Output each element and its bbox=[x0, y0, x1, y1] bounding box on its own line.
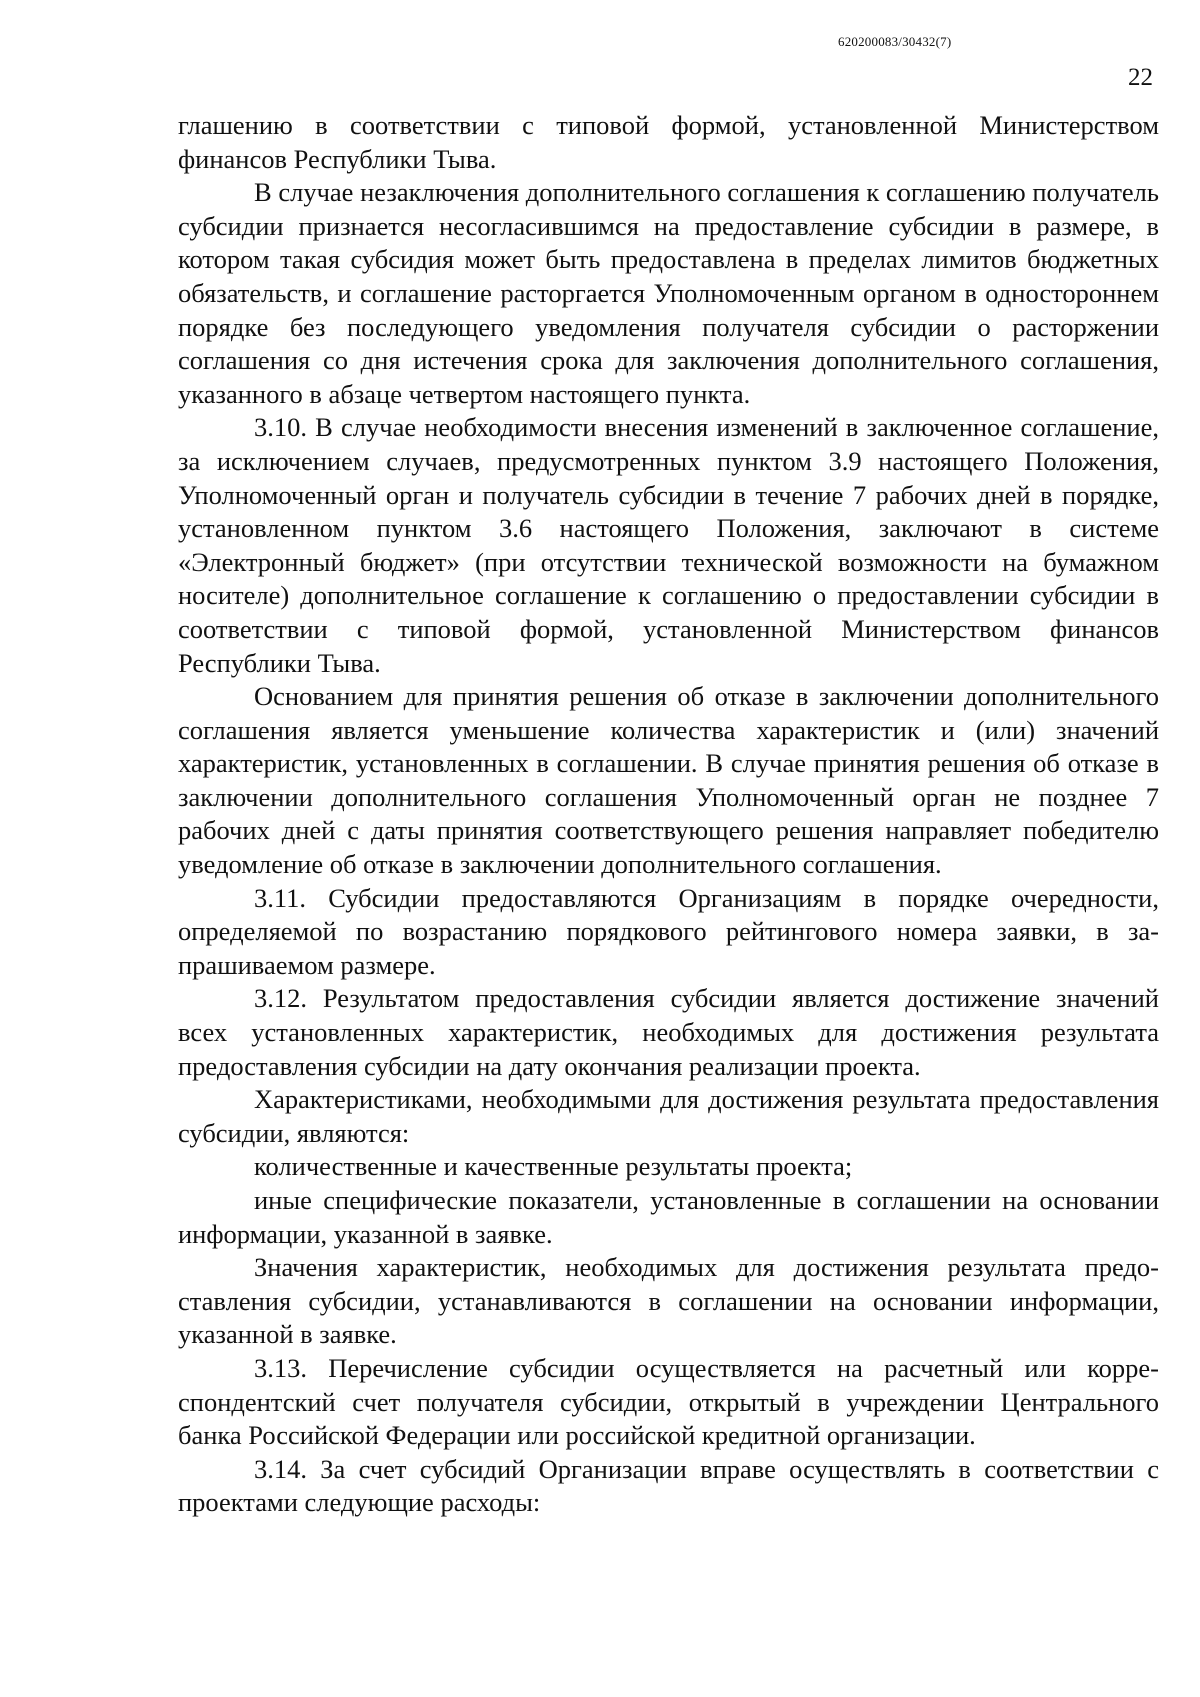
paragraph-3-14: 3.14. За счет субсидий Организации вправе осуществлять в соответствии с проектами следующие расходы: bbox=[178, 1453, 1159, 1518]
paragraph-3-10: 3.10. В случае необходимости внесения изменений в заключенное соглашение, за исключением случаев, предусмотренных пунктом 3.9 настоящего Положения, Уполномоченный орган и получатель субсидии в течение 7 рабочих дней в порядке, установленном пунктом 3.6 настоящего Положения, заключают в системе «Электронный бюджет» (при отсутствии технической возможности на бумажном носителе) дополнительное соглашение к соглашению о предоставлении субсидии в соответствии с типовой формой, установленной Министерством финансов Республики Тыва. bbox=[178, 412, 1159, 678]
paragraph-3-13: 3.13. Перечисление субсидии осуществляется на расчетный или корреспондентский счет получателя субсидии, открытый в учреждении Центрального банка Российской Федерации или российской кредитной организации. bbox=[178, 1352, 1159, 1451]
paragraph-refusal-grounds: Основанием для принятия решения об отказе в заключении дополнительного соглашения является уменьшение количества характеристик и (или) значений характеристик, установленных в соглашении. В случае принятия решения об отказе в заключении дополнительного соглашения Уполномоченный орган не позднее 7 рабочих дней с даты принятия соответствующего решения направляет победителю уведомление об отказе в заключении дополнительного соглашения. bbox=[178, 681, 1159, 880]
document-body bbox=[178, 109, 1159, 1520]
document-registration-number: 620200083/30432(7) bbox=[838, 34, 952, 49]
paragraph-3-11: 3.11. Субсидии предоставляются Организациям в порядке очередности, определяемой по возрастанию порядкового рейтингового номера заявки, в запрашиваемом размере. bbox=[178, 882, 1159, 980]
paragraph-characteristics-item-2: иные специфические показатели, установленные в соглашении на основании информации, указанной в заявке. bbox=[178, 1185, 1159, 1249]
page-number: 22 bbox=[1128, 64, 1153, 91]
paragraph-3-12: 3.12. Результатом предоставления субсидии является достижение значений всех установленных характеристик, необходимых для достижения результата предоставления субсидии на дату окончания реализации проекта. bbox=[178, 983, 1159, 1081]
paragraph-characteristics-item-1: количественные и качественные результаты проекта; bbox=[254, 1151, 853, 1182]
paragraph-characteristics-values: Значения характеристик, необходимых для достижения результата предоставления субсидии, устанавливаются в соглашении на основании информации, указанной в заявке. bbox=[178, 1252, 1159, 1350]
paragraph-continuation: глашению в соответствии с типовой формой, установленной Министерством финансов Республики Тыва. bbox=[178, 110, 1159, 174]
paragraph-characteristics-intro: Характеристиками, необходимыми для достижения результата предоставления субсидии, являются: bbox=[178, 1084, 1159, 1148]
paragraph-non-conclusion: В случае незаключения дополнительного соглашения к соглашению получатель субсидии признается несогласившимся на предоставление субсидии в размере, в котором такая субсидия может быть предоставлена в пределах лимитов бюджетных обязательств, и соглашение расторгается Уполномоченным органом в одностороннем порядке без последующего уведомления получателя субсидии о расторжении соглашения со дня истечения срока для заключения дополнительного соглашения, указанного в абзаце четвертом настоящего пункта. bbox=[178, 177, 1159, 409]
